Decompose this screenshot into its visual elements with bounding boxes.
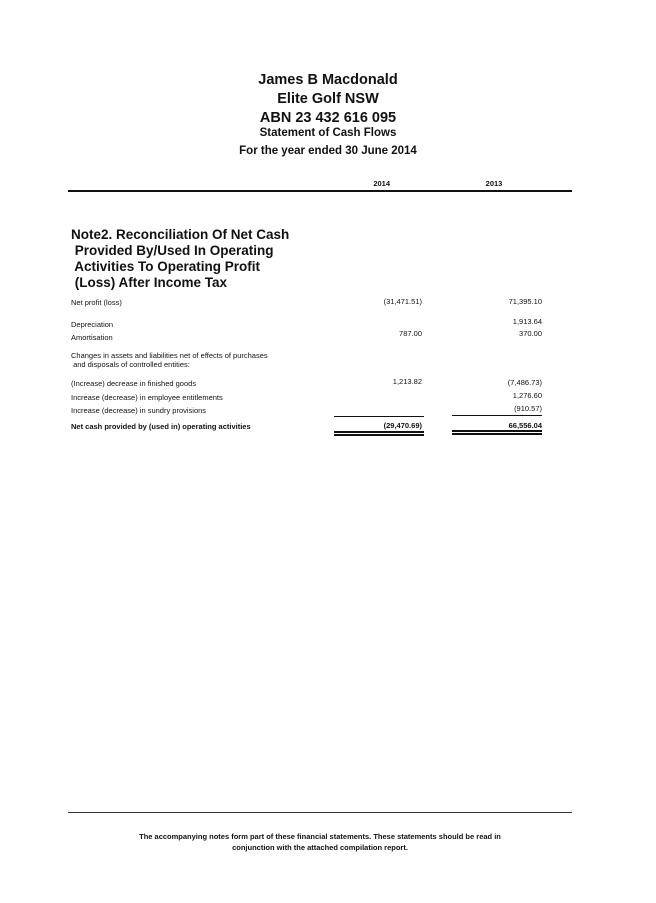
note-title-line: Provided By/Used In Operating: [71, 243, 274, 258]
row-depreciation-label: Depreciation: [71, 320, 114, 329]
changes-heading-line: and disposals of controlled entities:: [71, 360, 190, 369]
row-finished-goods-label: (Increase) decrease in finished goods: [71, 379, 197, 388]
row-amortisation-2014: 787.00: [399, 329, 422, 338]
total-rule-2014-a: [334, 431, 424, 433]
row-net-profit-label: Net profit (loss): [71, 298, 122, 307]
row-depreciation-2013: 1,913.64: [512, 317, 542, 326]
note-title: [71, 227, 331, 291]
statement-title: Statement of Cash Flows: [259, 127, 397, 139]
row-net-profit-2013: 71,395.10: [508, 297, 542, 306]
column-2014: 2014: [373, 179, 390, 188]
row-net-cash-2013: 66,556.04: [508, 421, 542, 430]
row-amortisation-label: Amortisation: [71, 333, 113, 342]
subtotal-rule-2014: [334, 416, 424, 417]
total-rule-2013-b: [452, 433, 542, 435]
abn-number: ABN 23 432 616 095: [259, 110, 397, 126]
row-sundry-provisions-label: Increase (decrease) in sundry provisions: [71, 406, 207, 415]
footer-rule: [68, 812, 572, 813]
row-finished-goods-2013: (7,486.73): [507, 378, 542, 387]
footer-note: [68, 831, 572, 853]
total-rule-2013-a: [452, 430, 542, 432]
row-net-cash-label: Net cash provided by (used in) operating activities: [71, 422, 251, 431]
row-net-cash-2014: (29,470.69): [383, 421, 422, 430]
statement-period: For the year ended 30 June 2014: [239, 145, 417, 157]
footer-line: conjunction with the attached compilation report.: [232, 843, 408, 852]
changes-heading: [71, 351, 371, 369]
note-title-line: (Loss) After Income Tax: [71, 275, 228, 290]
row-amortisation-2013: 370.00: [519, 329, 542, 338]
row-employee-entitlements-2013: 1,276.60: [512, 391, 542, 400]
header-rule: [68, 190, 572, 192]
column-2013: 2013: [485, 179, 503, 188]
row-employee-entitlements-label: Increase (decrease) in employee entitlements: [71, 393, 223, 402]
business-name: Elite Golf NSW: [277, 91, 379, 107]
entity-name: James B Macdonald: [258, 72, 398, 88]
subtotal-rule-2013: [452, 415, 542, 416]
total-rule-2014-b: [334, 434, 424, 436]
row-finished-goods-2014: 1,213.82: [392, 377, 422, 386]
note-title-line: Activities To Operating Profit: [71, 259, 261, 274]
row-sundry-provisions-2013: (910.57): [514, 404, 542, 413]
row-net-profit-2014: (31,471.51): [383, 297, 422, 306]
note-title-line: Note2. Reconciliation Of Net Cash: [71, 227, 290, 242]
footer-line: The accompanying notes form part of these financial statements. These statements should be read in: [139, 832, 501, 841]
changes-heading-line: Changes in assets and liabilities net of effects of purchases: [71, 351, 268, 360]
